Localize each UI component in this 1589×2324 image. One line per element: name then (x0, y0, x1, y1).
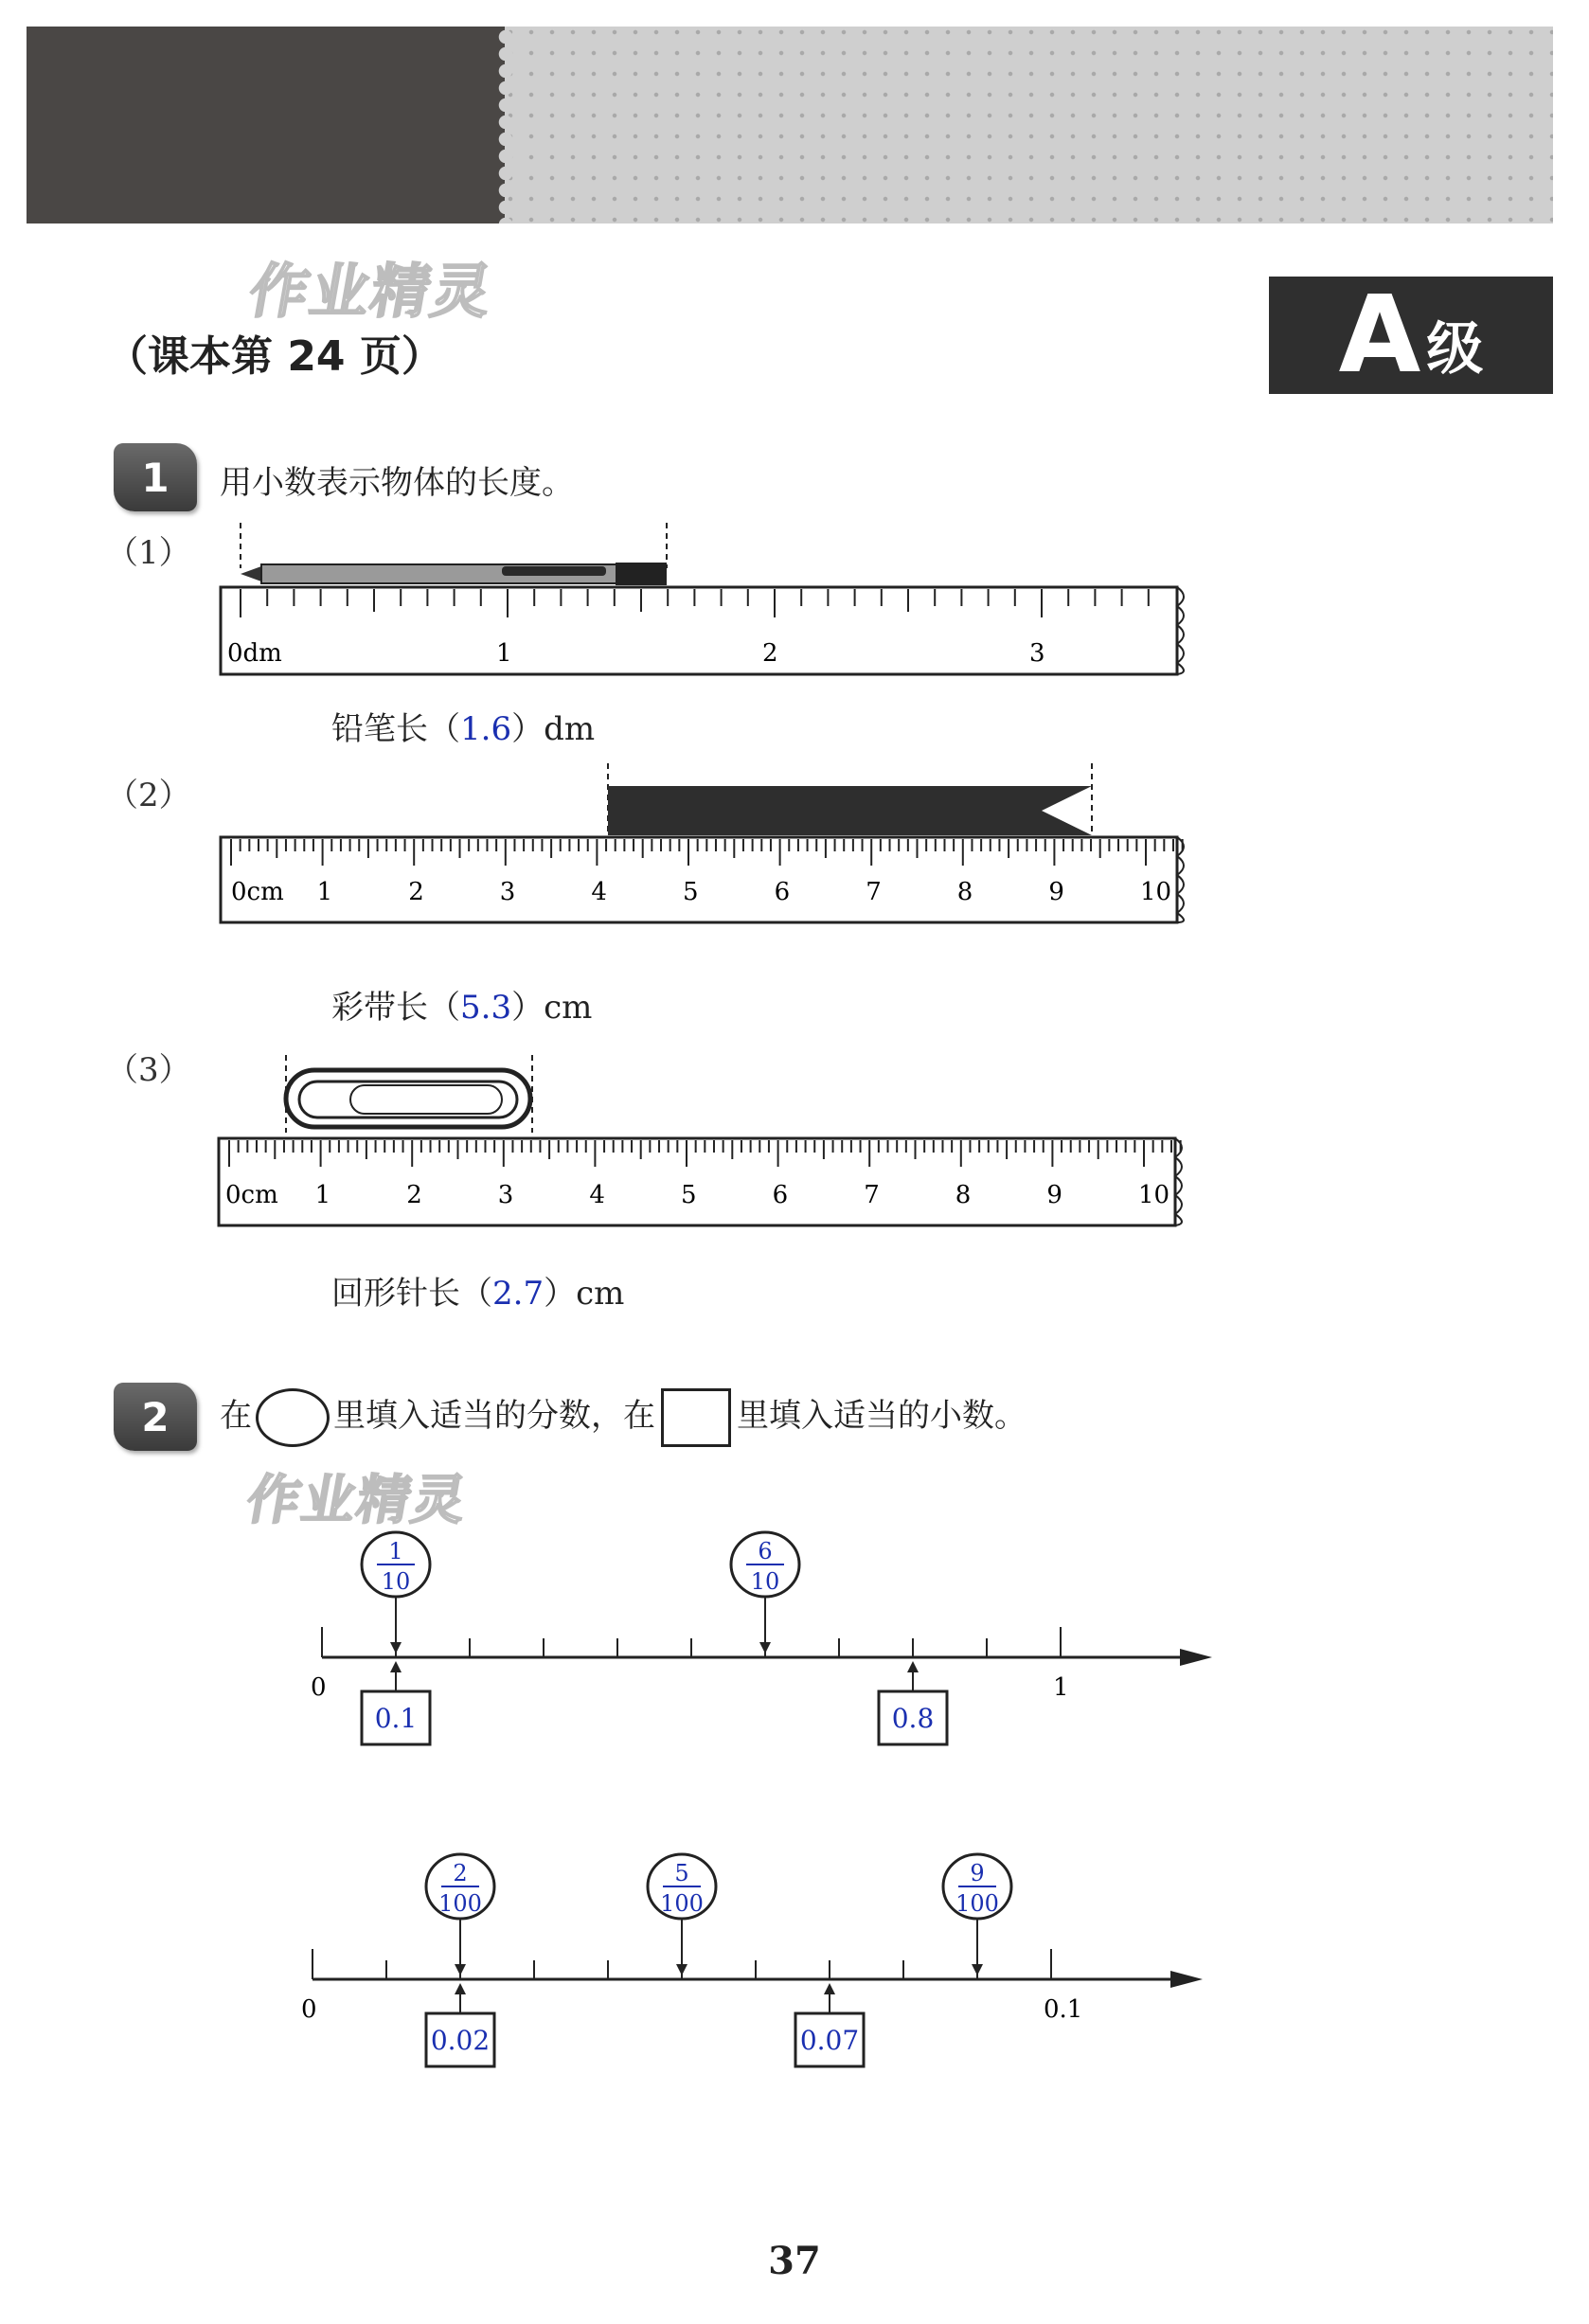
answer-value: 2.7 (492, 1275, 545, 1313)
ruler-cm-2 (216, 1051, 1210, 1231)
prompt-text: 在 (220, 1397, 252, 1435)
ruler-tick-label: 3 (1029, 639, 1045, 668)
ruler-unit-label: 0cm (231, 878, 284, 906)
ruler-unit-label: 0dm (227, 639, 282, 668)
answer-value: 5.3 (460, 989, 512, 1027)
pointer-arrow (390, 1642, 402, 1654)
ruler-tick-label: 5 (681, 1181, 697, 1209)
number-line-1 (284, 1515, 1231, 1761)
part-1-answer (331, 703, 595, 749)
ruler-cm-1 (218, 758, 1212, 928)
pointer-arrow (972, 1964, 983, 1975)
decimal-value: 0.8 (891, 1703, 935, 1734)
arrow-head (1180, 1649, 1212, 1666)
ruler-tick-label: 6 (772, 1181, 789, 1209)
prompt-text: 里填入适当的分数，在 (333, 1397, 655, 1435)
header-banner (27, 27, 1553, 223)
end-label: 0.1 (1044, 1995, 1083, 2024)
ruler-tick-label: 3 (499, 878, 516, 906)
pointer-arrow (455, 1983, 466, 1994)
ruler-tick-label: 10 (1140, 878, 1172, 906)
answer-suffix: ）dm (511, 710, 596, 748)
paperclip-icon (286, 1055, 532, 1133)
ruler-tick-label: 1 (314, 1181, 331, 1209)
question-1-badge: 1 (114, 443, 197, 511)
answer-prefix: 铅笔长（ (331, 710, 460, 748)
ruler-tick-label: 2 (762, 639, 778, 668)
ruler-tick-label: 3 (497, 1181, 514, 1209)
ruler-tick-label: 4 (591, 878, 607, 906)
start-label: 0 (301, 1995, 317, 2024)
fraction-denominator: 100 (660, 1890, 704, 1917)
part-3-answer (331, 1267, 624, 1314)
fraction-numerator: 6 (758, 1538, 773, 1564)
question-2-badge: 2 (114, 1383, 197, 1451)
ruler-tick-label: 1 (496, 639, 512, 668)
ruler-tick-label: 9 (1046, 1181, 1062, 1209)
answer-prefix: 彩带长（ (331, 989, 460, 1027)
answer-prefix: 回形针长（ (331, 1275, 492, 1313)
pencil-icon (241, 523, 667, 585)
page-number: 37 (768, 2239, 821, 2283)
pointer-arrow (824, 1983, 835, 1994)
fraction-denominator: 10 (381, 1568, 411, 1595)
number-line-2 (275, 1837, 1222, 2083)
fraction-numerator: 5 (674, 1860, 689, 1886)
ruler-tick-label: 7 (866, 878, 882, 906)
box-symbol (661, 1388, 731, 1447)
ruler-tick-label: 6 (774, 878, 791, 906)
ruler-tick-label: 5 (683, 878, 699, 906)
ruler-tick-label: 2 (406, 1181, 422, 1209)
answer-value: 1.6 (460, 710, 512, 748)
fraction-denominator: 10 (750, 1568, 780, 1595)
circle-symbol (256, 1388, 330, 1447)
banner-dark-panel (27, 27, 505, 223)
start-label: 0 (311, 1673, 327, 1702)
ruler-tick-label: 8 (955, 1181, 972, 1209)
fraction-denominator: 100 (438, 1890, 482, 1917)
fraction-denominator: 100 (955, 1890, 999, 1917)
decimal-value: 0.02 (430, 2025, 491, 2056)
question-1-prompt: 用小数表示物体的长度。 (220, 464, 574, 502)
ribbon-icon (608, 763, 1092, 835)
ruler-tick-label: 7 (864, 1181, 880, 1209)
ruler-tick-label: 9 (1048, 878, 1064, 906)
page-reference: （课本第 24 页） (106, 332, 443, 381)
part-2-label: （2） (106, 777, 191, 814)
ruler-tick-label: 2 (408, 878, 424, 906)
ruler-tick-label: 1 (316, 878, 333, 906)
level-suffix: 级 (1426, 316, 1484, 383)
ruler-tick-label: 10 (1138, 1181, 1170, 1209)
part-1-label: （1） (106, 534, 191, 572)
fraction-numerator: 2 (453, 1860, 468, 1886)
arrow-head (1170, 1971, 1203, 1988)
ruler-unit-label: 0cm (225, 1181, 278, 1209)
answer-suffix: ）cm (544, 1275, 625, 1313)
answer-suffix: ）cm (511, 989, 593, 1027)
decimal-value: 0.1 (374, 1703, 418, 1734)
pointer-arrow (907, 1661, 919, 1672)
ruler-dm (218, 519, 1212, 680)
part-3-label: （3） (106, 1051, 191, 1089)
fraction-numerator: 1 (388, 1538, 403, 1564)
prompt-text: 里填入适当的小数。 (737, 1397, 1027, 1435)
watermark-logo: 作业精灵 (243, 257, 499, 326)
level-tab (1269, 274, 1553, 397)
pointer-arrow (676, 1964, 687, 1975)
question-2-prompt (220, 1388, 1027, 1447)
end-label: 1 (1053, 1673, 1069, 1702)
watermark-logo: 作业精灵 (241, 1470, 473, 1531)
banner-light-panel (505, 27, 1553, 223)
ruler-tick-label: 4 (589, 1181, 605, 1209)
decimal-value: 0.07 (799, 2025, 860, 2056)
banner-torn-edge (495, 27, 516, 223)
pointer-arrow (390, 1661, 402, 1672)
part-2-answer (331, 981, 592, 1028)
ruler-tick-label: 8 (956, 878, 973, 906)
pointer-arrow (455, 1964, 466, 1975)
level-letter: A (1338, 274, 1421, 397)
fraction-numerator: 9 (970, 1860, 985, 1886)
pointer-arrow (759, 1642, 771, 1654)
